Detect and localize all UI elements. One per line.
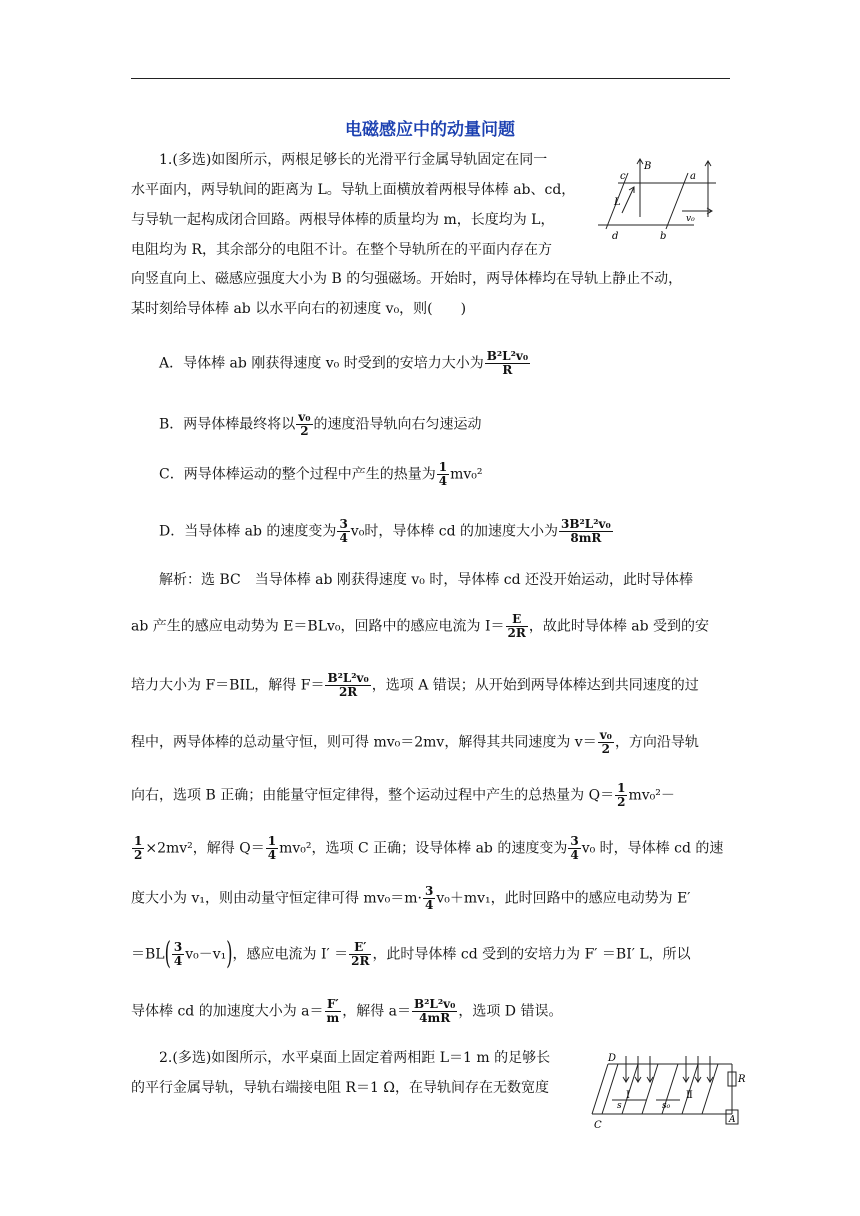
fig2-label-C: C (594, 1120, 602, 1130)
fig1-label-c: c (620, 171, 626, 182)
fig1-label-v0: v₀ (686, 214, 695, 224)
p1-line-6: 某时刻给导体棒 ab 以水平向右的初速度 v₀，则( ) (131, 301, 467, 317)
p1-line-1: 1.(多选)如图所示，两根足够长的光滑平行金属导轨固定在同一 (159, 152, 548, 168)
fig1-label-b: b (660, 231, 667, 241)
fig1-label-a: a (690, 171, 696, 182)
fig1-label-d: d (612, 231, 619, 241)
p1-line-5: 向竖直向上、磁感应强度大小为 B 的匀强磁场。开始时，两导体棒均在导轨上静止不动， (131, 271, 683, 287)
solution-line-7: 度大小为 v₁，则由动量守恒定律可得 mv₀＝m· $\frac{3}{4}$ v₀＋mv₁，此时回路中的感应电动势为 E′ (131, 884, 691, 913)
solution-line-4: 程中，两导体棒的总动量守恒，则可得 mv₀＝2mv，解得其共同速度为 v＝ $\frac{\text{v₀}}{2}$ ，方向沿导轨 (131, 728, 699, 757)
fig2-label-region-II: Ⅱ (686, 1090, 693, 1101)
fig1-label-L: L (614, 197, 621, 208)
solution-line-1: 解析：选 BC 当导体棒 ab 刚获得速度 v₀ 时，导体棒 cd 还没开始运动，此时导体棒 (159, 572, 694, 588)
fig1-label-B: B (644, 161, 652, 172)
fig2-label-s0: s₀ (662, 1101, 671, 1111)
fig2-label-s: s (617, 1101, 622, 1111)
solution-line-9: 导体棒 cd 的加速度大小为 a＝ $\frac{F'}{m}$ ，解得 a＝ $\frac{\text{B²L²v₀}}{4mR}$ ，选项 D 错误。 (131, 997, 563, 1026)
option-d: D．当导体棒 ab 的速度变为 $\frac{3}{4}$ v₀时，导体棒 cd 的加速度大小为 $\frac{\text{3B²L²v₀}}{8mR}$ (159, 517, 611, 546)
option-c: C．两导体棒运动的整个过程中产生的热量为 $\frac{1}{4}$ mv₀² (159, 460, 483, 489)
header-rule (131, 78, 730, 79)
option-b: B．两导体棒最终将以 $\frac{\text{v₀}}{2}$ 的速度沿导轨向右匀速运动 (159, 410, 482, 439)
p1-line-3: 与导轨一起构成闭合回路。两根导体棒的质量均为 m，长度均为 L， (131, 212, 555, 228)
fig2-label-region-I: Ⅰ (626, 1090, 630, 1101)
fig2-label-A: A (729, 1115, 736, 1125)
p1-line-4: 电阻均为 R，其余部分的电阻不计。在整个导轨所在的平面内存在方 (131, 242, 552, 258)
option-a: A．导体棒 ab 刚获得速度 v₀ 时受到的安培力大小为 $\frac{\text{B²L²v₀}}{R}$ (159, 349, 529, 378)
fig2-label-R: R (738, 1074, 746, 1085)
page-title: 电磁感应中的动量问题 (345, 120, 515, 140)
solution-line-8: ＝BL( $\frac{3}{4}$ v₀－v₁)，感应电流为 I′ ＝ $\frac{E'}{2R}$ ，此时导体棒 cd 受到的安培力为 F′ ＝BI′ L，所以 (131, 934, 691, 971)
solution-line-2: ab 产生的感应电动势为 E＝BLv₀，回路中的感应电流为 I＝ $\frac{E}{2R}$ ，故此时导体棒 ab 受到的安 (131, 612, 710, 641)
p1-line-2: 水平面内，两导轨间的距离为 L。导轨上面横放着两根导体棒 ab、cd， (131, 182, 576, 198)
figure-1-rails (598, 157, 730, 241)
p2-line-2: 的平行金属导轨，导轨右端接电阻 R＝1 Ω，在导轨间存在无数宽度 (131, 1080, 549, 1096)
solution-line-3: 培力大小为 F＝BIL，解得 F＝ $\frac{\text{B²L²v₀}}{2R}$ ，选项 A 错误；从开始到两导体棒达到共同速度的过 (131, 671, 699, 700)
p2-line-1: 2.(多选)如图所示，水平桌面上固定着两相距 L＝1 m 的足够长 (159, 1050, 551, 1066)
solution-line-6: $\frac{1}{2}$ ×2mv²，解得 Q＝ $\frac{1}{4}$ mv₀²，选项 C 正确；设导体棒 ab 的速度变为 $\frac{3}{4}$ v₀ 时，导体棒 cd 的速 (134, 834, 724, 863)
figure-2-rails (590, 1052, 750, 1130)
fig2-label-D: D (608, 1053, 617, 1064)
solution-line-5: 向右，选项 B 正确；由能量守恒定律得，整个运动过程中产生的总热量为 Q＝ $\frac{1}{2}$ mv₀²－ (131, 781, 675, 810)
